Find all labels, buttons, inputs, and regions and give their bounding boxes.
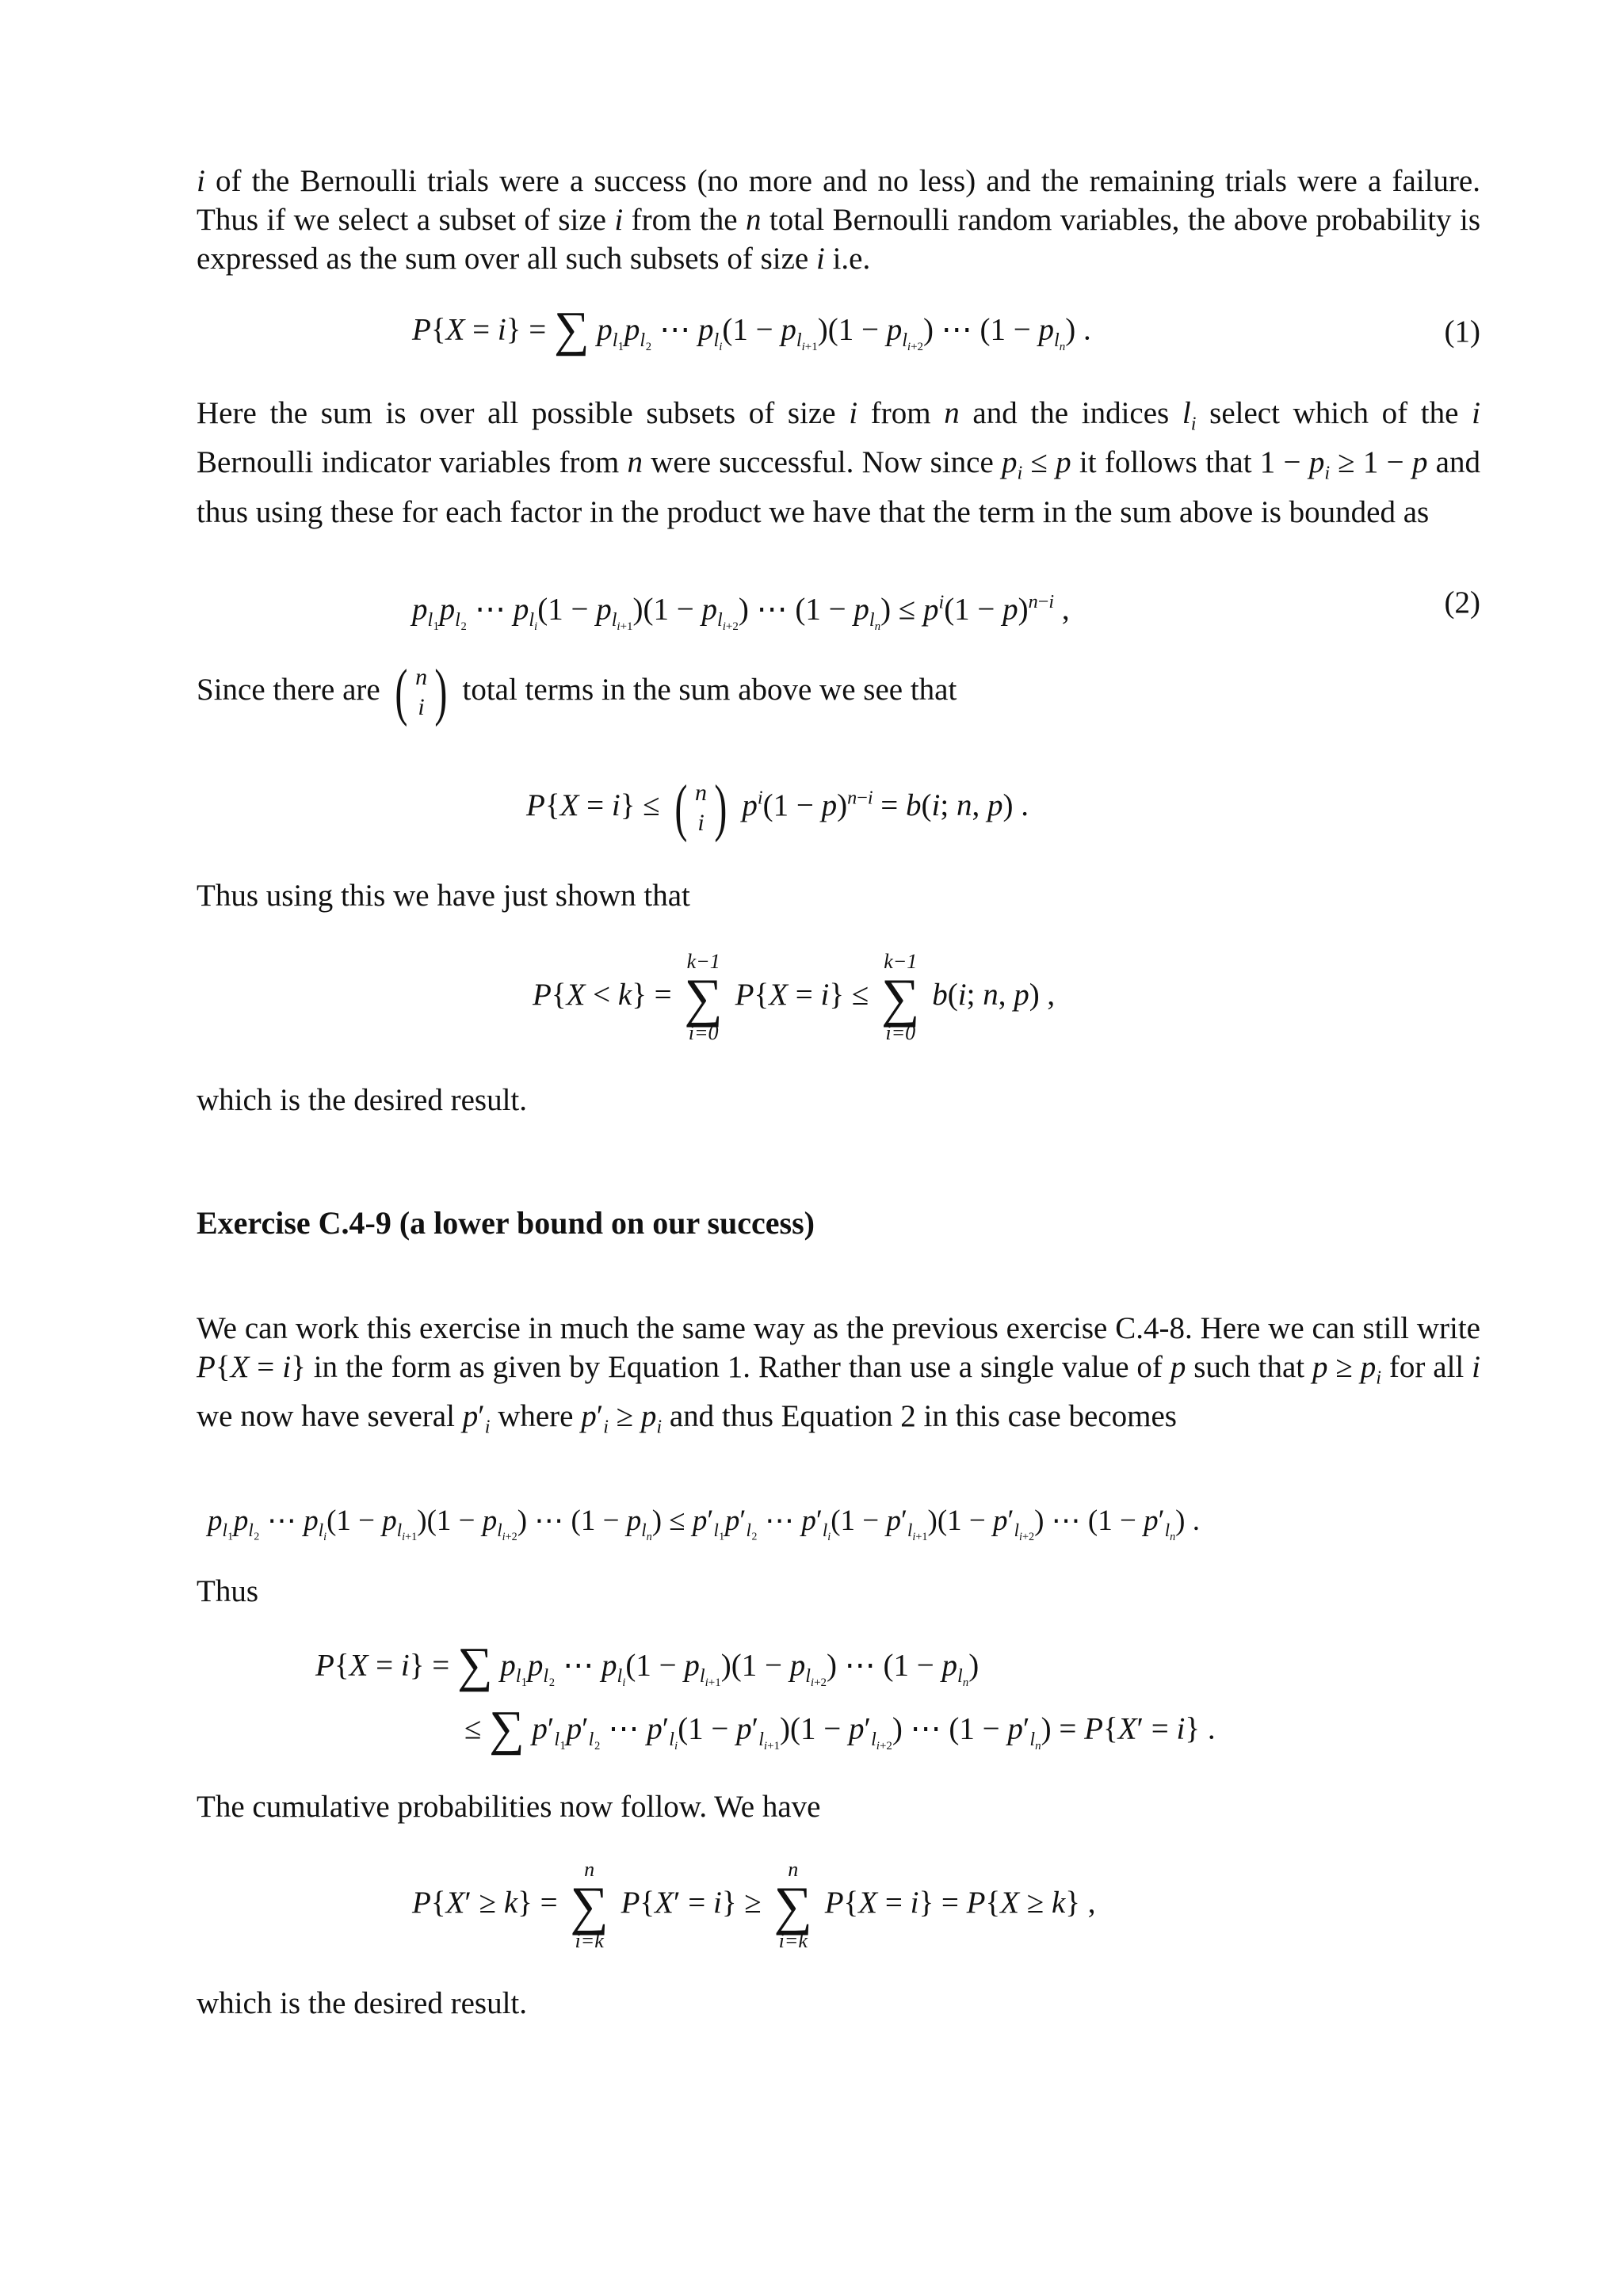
equation-number-2: (2) [1444,585,1480,620]
paragraph-intro: i of the Bernoulli trials were a success (no more and no less) and the remaining trials were a failure. Thus if we select a subset of size i from the n total Bernoulli random variables, the above probability is expressed as the sum over all such subsets of size i i.e. [197,164,1480,276]
binomial-bottom: i [418,694,425,720]
binomial-coefficient: ( n i ) [395,658,448,727]
paragraph-sum-explanation: Here the sum is over all possible subsets of size i from n and the indices $l_i$ select which of the i Bernoulli indicator variables from n were successful. Now since $p_i \le p$ it follows that $1 - p_i \ge 1 - p$ and thus using these for each factor in the product we have that the term in the sum above is bounded as [197,396,1480,529]
equation-1: P{X = i} = ∑ $p_{l_1}p_{l_2}$ ⋯ $p_{l_i}(1 - p_{l_{i+1}})(1 - p_{l_{i+2}})$ ⋯ $(1 - p_{l_n})$ . [412,302,1091,357]
equation-sum-line-1: P{X = i} = ∑ $p_{l_1}p_{l_2}$ ⋯ $p_{l_i}(1 - p_{l_{i+1}})(1 - p_{l_{i+2}})$ ⋯ $(1 - p_{l_n})$ [315,1638,980,1692]
equation-cumulative-upper: P{X < k} = k−1 ∑ i=0 P{X = i} ≤ k−1 ∑ i=0 b(i; n, p) , [533,950,1056,1044]
text-total-terms: total terms in the sum above we see that [462,672,957,707]
paragraph-thus-shown: Thus using this we have just shown that [197,879,690,913]
paragraph-cumulative: The cumulative probabilities now follow. We have [197,1790,821,1824]
paragraph-thus: Thus [197,1574,258,1608]
paragraph-exercise-c49: We can work this exercise in much the same way as the previous exercise C.4-8. Here we can still write P{X = i} in the form as given by Equation 1. Rather than use a single value of p such that $p \ge p_i$ for all i we now have several $p'_i$ where $p'_i \ge p_i$ and thus Equation 2 in this case becomes [197,1311,1481,1438]
equation-cumulative-lower: P{X′ ≥ k} = n ∑ i=k P{X′ = i} ≥ n ∑ i=k P{X = i} = P{X ≥ k} , [412,1858,1096,1952]
equation-2: $p_{l_1}p_{l_2}$ ⋯ $p_{l_i}(1 - p_{l_{i+1}})(1 - p_{l_{i+2}})$ ⋯ $(1 - p_{l_n}) \le p^i(1 - p)^{n-i}$ , [412,591,1070,634]
paragraph-desired-result-1: which is the desired result. [197,1083,527,1117]
paragraph-binomial-count [197,658,957,727]
equation-sum-line-2: ≤ ∑ $p'_{l_1}p'_{l_2}$ ⋯ $p'_{l_i}(1 - p'_{l_{i+1}})(1 - p'_{l_{i+2}})$ ⋯ $(1 - p'_{l_n}) = P\{X' = i\}$ . [464,1701,1216,1756]
equation-number-1: (1) [1444,315,1480,349]
text-since-there-are: Since there are [197,672,380,707]
equation-product-bound: $p_{l_1}p_{l_2}$ ⋯ $p_{l_i}(1 - p_{l_{i+1}})(1 - p_{l_{i+2}})$ ⋯ $(1 - p_{l_n}) \le p'_{l_1}p'_{l_2}$ ⋯ $p'_{l_i}(1 - p'_{l_{i+1}})(1 - p'_{l_{i+2}})$ ⋯ $(1 - p'_{l_n})$ . [208,1505,1200,1543]
binomial-top: n [415,664,428,690]
section-heading: Exercise C.4-9 (a lower bound on our success) [197,1205,815,1241]
paragraph-desired-result-2: which is the desired result. [197,1986,527,2020]
equation-binomial-bound: P{X = i} ≤ ( n i ) $p^i(1 - p)^{n-i} = b(i$; n, p) . [526,773,1029,843]
